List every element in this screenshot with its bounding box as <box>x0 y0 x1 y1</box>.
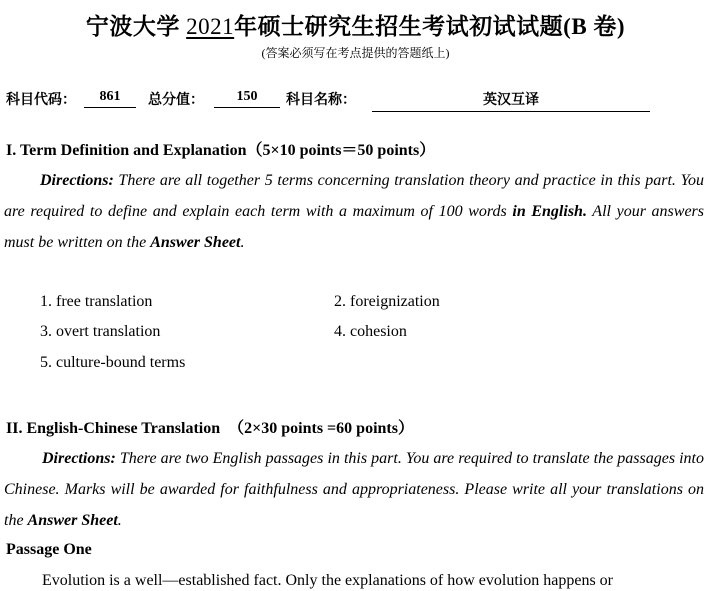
subject-name-label: 科目名称： <box>286 93 356 108</box>
section-2-heading: II. English-Chinese Translation （2×30 points =60 points） <box>6 420 414 437</box>
section-1-heading: I. Term Definition and Explanation（5×10 points＝50 points） <box>6 142 436 159</box>
exam-meta-row <box>6 89 706 113</box>
term-item: 3. overt translation <box>40 323 161 340</box>
term-item: 4. cohesion <box>334 323 407 340</box>
passage-title: Passage One <box>6 541 92 558</box>
answer-sheet-emphasis: Answer Sheet <box>150 234 241 251</box>
total-score-value: 150 <box>214 89 280 108</box>
subject-name-value: 英汉互译 <box>372 89 650 112</box>
directions-text: All your answers must be written on the <box>4 203 705 251</box>
directions-text: . <box>240 234 245 251</box>
title-prefix: 宁波大学 <box>85 14 180 39</box>
total-score-label: 总分值： <box>148 93 204 108</box>
title-suffix: 年硕士研究生招生考试初试试题(B 卷) <box>234 14 626 39</box>
subject-code-label: 科目代码： <box>6 93 76 108</box>
term-item: 1. free translation <box>40 293 153 310</box>
section-1-directions <box>4 165 704 258</box>
directions-text: There are two English passages in this part. You are required to translate the passages into Chinese. Marks will be awarded for faithfulness and appropriateness. Please write all your translations on the <box>4 450 704 529</box>
term-item: 2. foreignization <box>334 293 440 310</box>
exam-subtitle: (答案必须写在考点提供的答题纸上) <box>261 46 450 60</box>
directions-emphasis: in English. <box>512 203 587 220</box>
exam-title <box>0 8 711 41</box>
answer-sheet-emphasis: Answer Sheet <box>27 512 118 529</box>
title-year: 2021 <box>186 14 235 39</box>
directions-label: Directions: <box>40 172 114 189</box>
term-item: 5. culture-bound terms <box>40 354 186 371</box>
directions-text: There are all together 5 terms concerning translation theory and practice in this part. You are required to define and explain each term with a maximum of 100 words <box>4 172 704 220</box>
section-2-directions <box>4 443 704 536</box>
subject-code-value: 861 <box>84 89 136 108</box>
passage-text: Evolution is a well—established fact. Only the explanations of how evolution happens or <box>42 572 613 589</box>
directions-text: . <box>117 512 122 529</box>
directions-label: Directions: <box>42 450 116 467</box>
